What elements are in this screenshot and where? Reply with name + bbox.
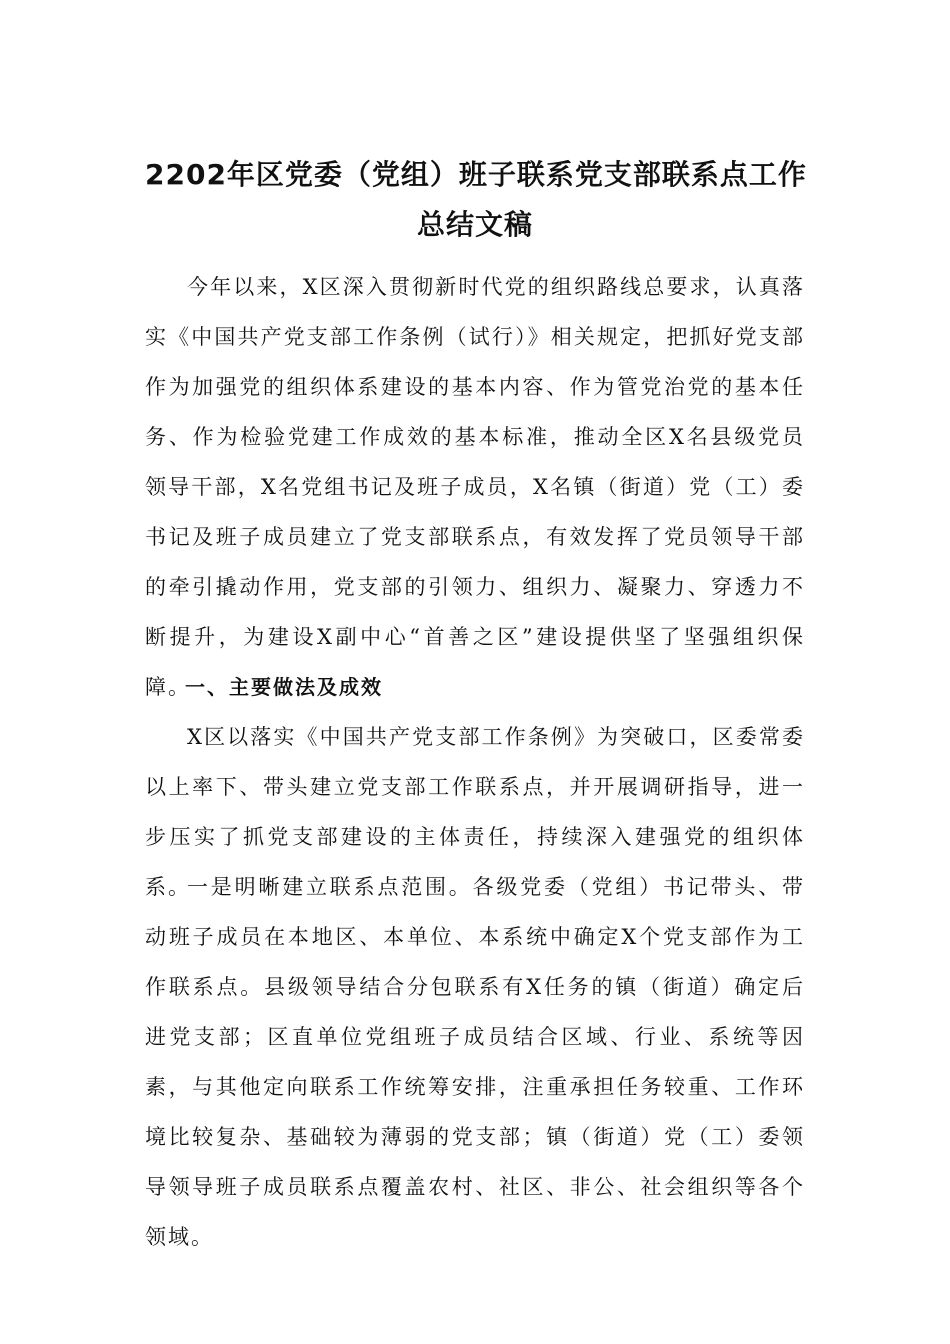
section-1-paragraph-2: 一是明晰建立联系点范围。各级党委（党组）书记带头、带动班子成员在本地区、本单位、本系统中确定X个党支部作为工作联系点。县级领导结合分包联系有X任务的镇（街道）确定后进党支部；区直单位党组班子成员结合区域、行业、系统等因素，与其他定向联系工作统筹安排，注重承担任务较重、工作环境比较复杂、基础较为薄弱的党支部；镇（街道）党（工）委领导领导班子成员联系点覆盖农村、社区、非公、社会组织等各个领域。	[145, 875, 805, 1249]
title-line-1: 2202年区党委（党组）班子联系党支部联系点工作	[145, 158, 807, 191]
title-line-2: 总结文稿	[416, 208, 533, 241]
section-heading-1: 一、主要做法及成效	[185, 675, 383, 699]
document-title	[145, 150, 805, 250]
intro-paragraph: 今年以来，X区深入贯彻新时代党的组织路线总要求，认真落实《中国共产党支部工作条例（试行）》相关规定，把抓好党支部作为加强党的组织体系建设的基本内容、作为管党治党的基本任务、作为检验党建工作成效的基本标准，推动全区X名县级党员领导干部，X名党组书记及班子成员，X名镇（街道）党（工）委书记及班子成员建立了党支部联系点，有效发挥了党员领导干部的牵引撬动作用，党支部的引领力、组织力、凝聚力、穿透力不断提升，为建设X副中心“首善之区”建设提供坚了坚强组织保障。	[145, 275, 805, 699]
section-1-paragraph-1: X区以落实《中国共产党支部工作条例》为突破口，区委常委以上率下、带头建立党支部工作联系点，并开展调研指导，进一步压实了抓党支部建设的主体责任，持续深入建强党的组织体系。	[145, 725, 805, 899]
